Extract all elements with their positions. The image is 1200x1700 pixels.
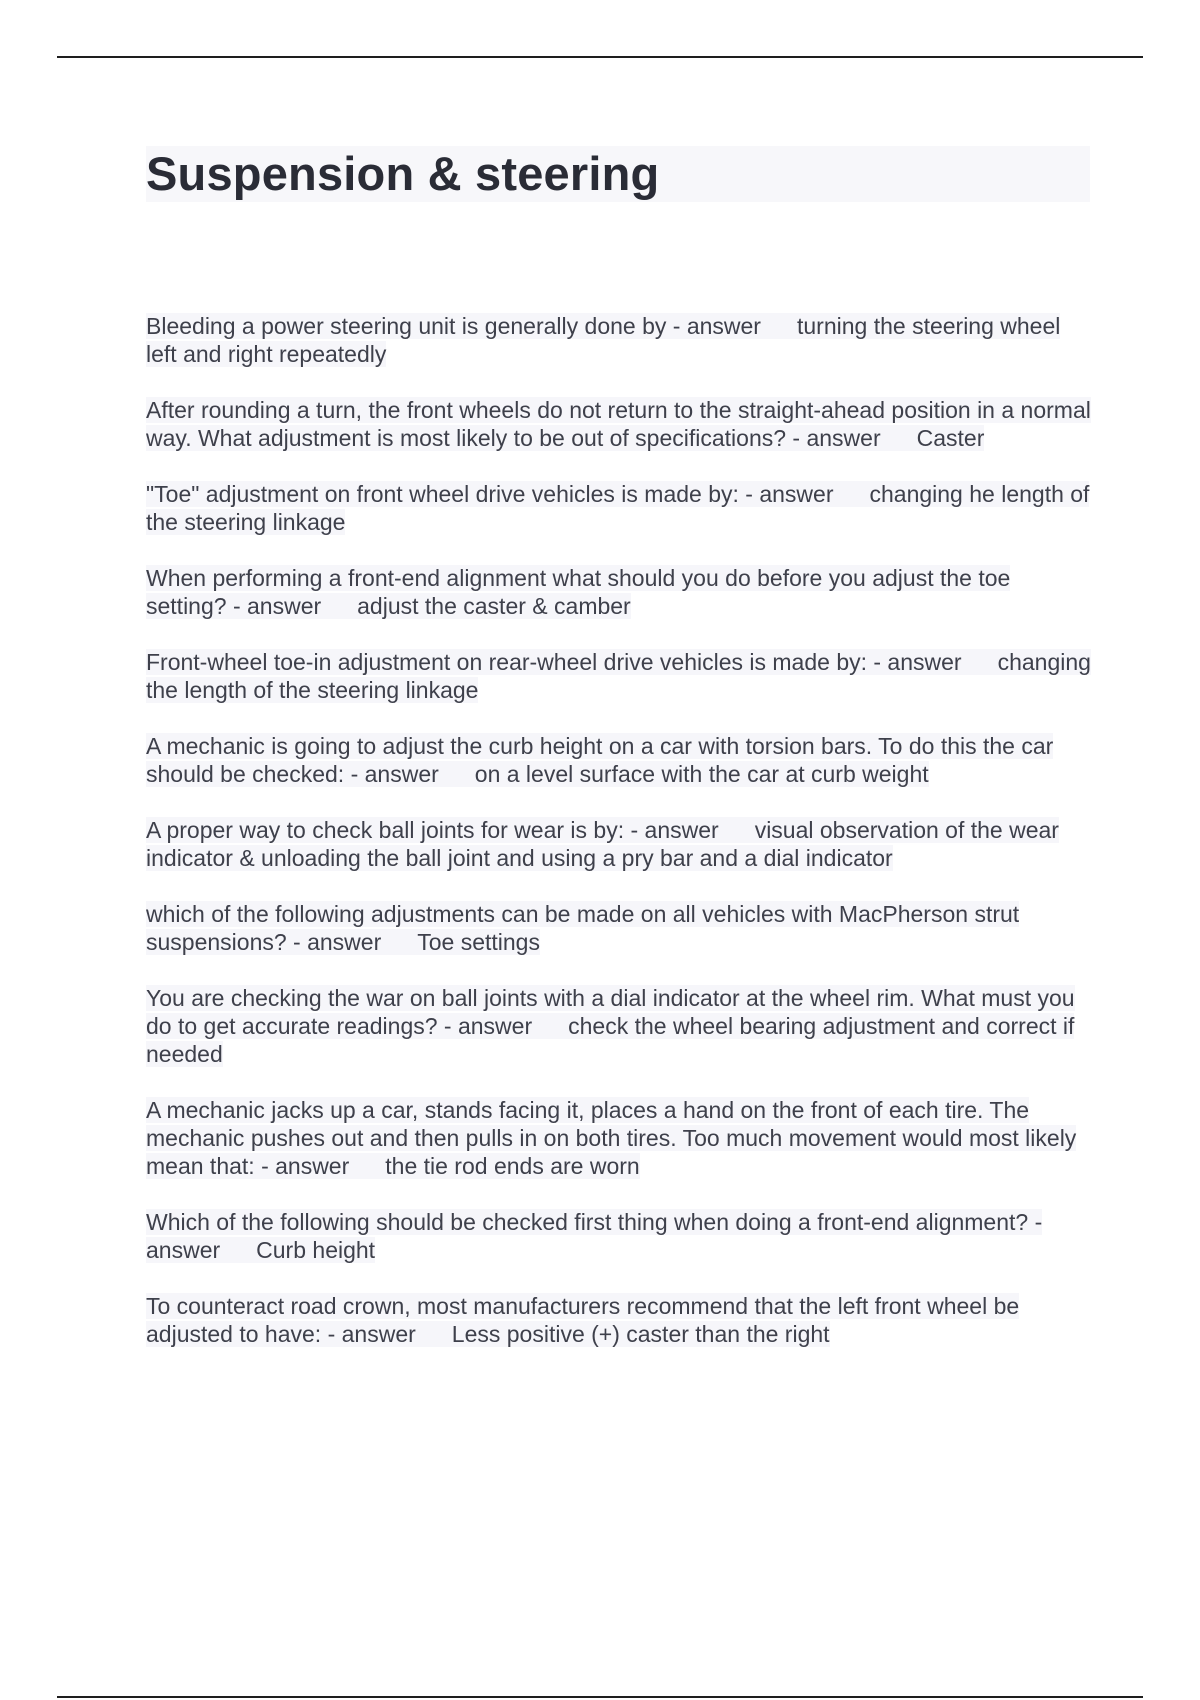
qa-question: To counteract road crown, most manufacturers recommend that the left front wheel be adjusted to have: - answer	[146, 1293, 1020, 1347]
qa-answer: Curb height	[256, 1237, 376, 1263]
qa-item	[146, 1292, 1096, 1348]
qa-answer: adjust the caster & camber	[357, 593, 631, 619]
qa-item	[146, 816, 1096, 872]
qa-item	[146, 984, 1096, 1068]
qa-question: When performing a front-end alignment what should you do before you adjust the toe setting? - answer	[146, 565, 1011, 619]
top-divider	[57, 56, 1143, 58]
bottom-divider	[57, 1696, 1143, 1698]
qa-answer: Caster	[916, 425, 985, 451]
qa-list	[146, 312, 1096, 1376]
qa-question: which of the following adjustments can be made on all vehicles with MacPherson strut suspensions? - answer	[146, 901, 1020, 955]
qa-item	[146, 648, 1096, 704]
qa-answer: turning the steering wheel left and right repeatedly	[146, 313, 1061, 367]
qa-question: A mechanic is going to adjust the curb height on a car with torsion bars. To do this the car should be checked: - answer	[146, 733, 1054, 787]
qa-item	[146, 564, 1096, 620]
qa-answer: Toe settings	[417, 929, 540, 955]
qa-item	[146, 396, 1096, 452]
qa-item	[146, 900, 1096, 956]
qa-answer: visual observation of the wear indicator & unloading the ball joint and using a pry bar and a dial indicator	[146, 817, 1059, 871]
qa-item	[146, 1096, 1096, 1180]
qa-answer: Less positive (+) caster than the right	[451, 1321, 830, 1347]
qa-item	[146, 480, 1096, 536]
qa-answer: check the wheel bearing adjustment and correct if needed	[146, 1013, 1075, 1067]
qa-item	[146, 1208, 1096, 1264]
page-title: Suspension & steering	[146, 147, 660, 200]
qa-answer: changing he length of the steering linkage	[146, 481, 1090, 535]
qa-question: After rounding a turn, the front wheels do not return to the straight-ahead position in a normal way. What adjustment is most likely to be out of specifications? - answer	[146, 397, 1091, 451]
qa-item	[146, 732, 1096, 788]
qa-answer: changing the length of the steering linkage	[146, 649, 1091, 703]
qa-question: You are checking the war on ball joints with a dial indicator at the wheel rim. What must you do to get accurate readings? - answer	[146, 985, 1075, 1039]
qa-question: Bleeding a power steering unit is generally done by - answer	[146, 313, 761, 339]
qa-question: Front-wheel toe-in adjustment on rear-wheel drive vehicles is made by: - answer	[146, 649, 962, 675]
qa-question: "Toe" adjustment on front wheel drive vehicles is made by: - answer	[146, 481, 834, 507]
qa-question: A mechanic jacks up a car, stands facing it, places a hand on the front of each tire. The mechanic pushes out and then pulls in on both tires. Too much movement would most likely mean that: - answer	[146, 1097, 1077, 1179]
qa-question: Which of the following should be checked first thing when doing a front-end alignment? - answer	[146, 1209, 1043, 1263]
qa-answer: the tie rod ends are worn	[385, 1153, 640, 1179]
qa-answer: on a level surface with the car at curb weight	[474, 761, 929, 787]
qa-question: A proper way to check ball joints for wear is by: - answer	[146, 817, 719, 843]
qa-item	[146, 312, 1096, 368]
